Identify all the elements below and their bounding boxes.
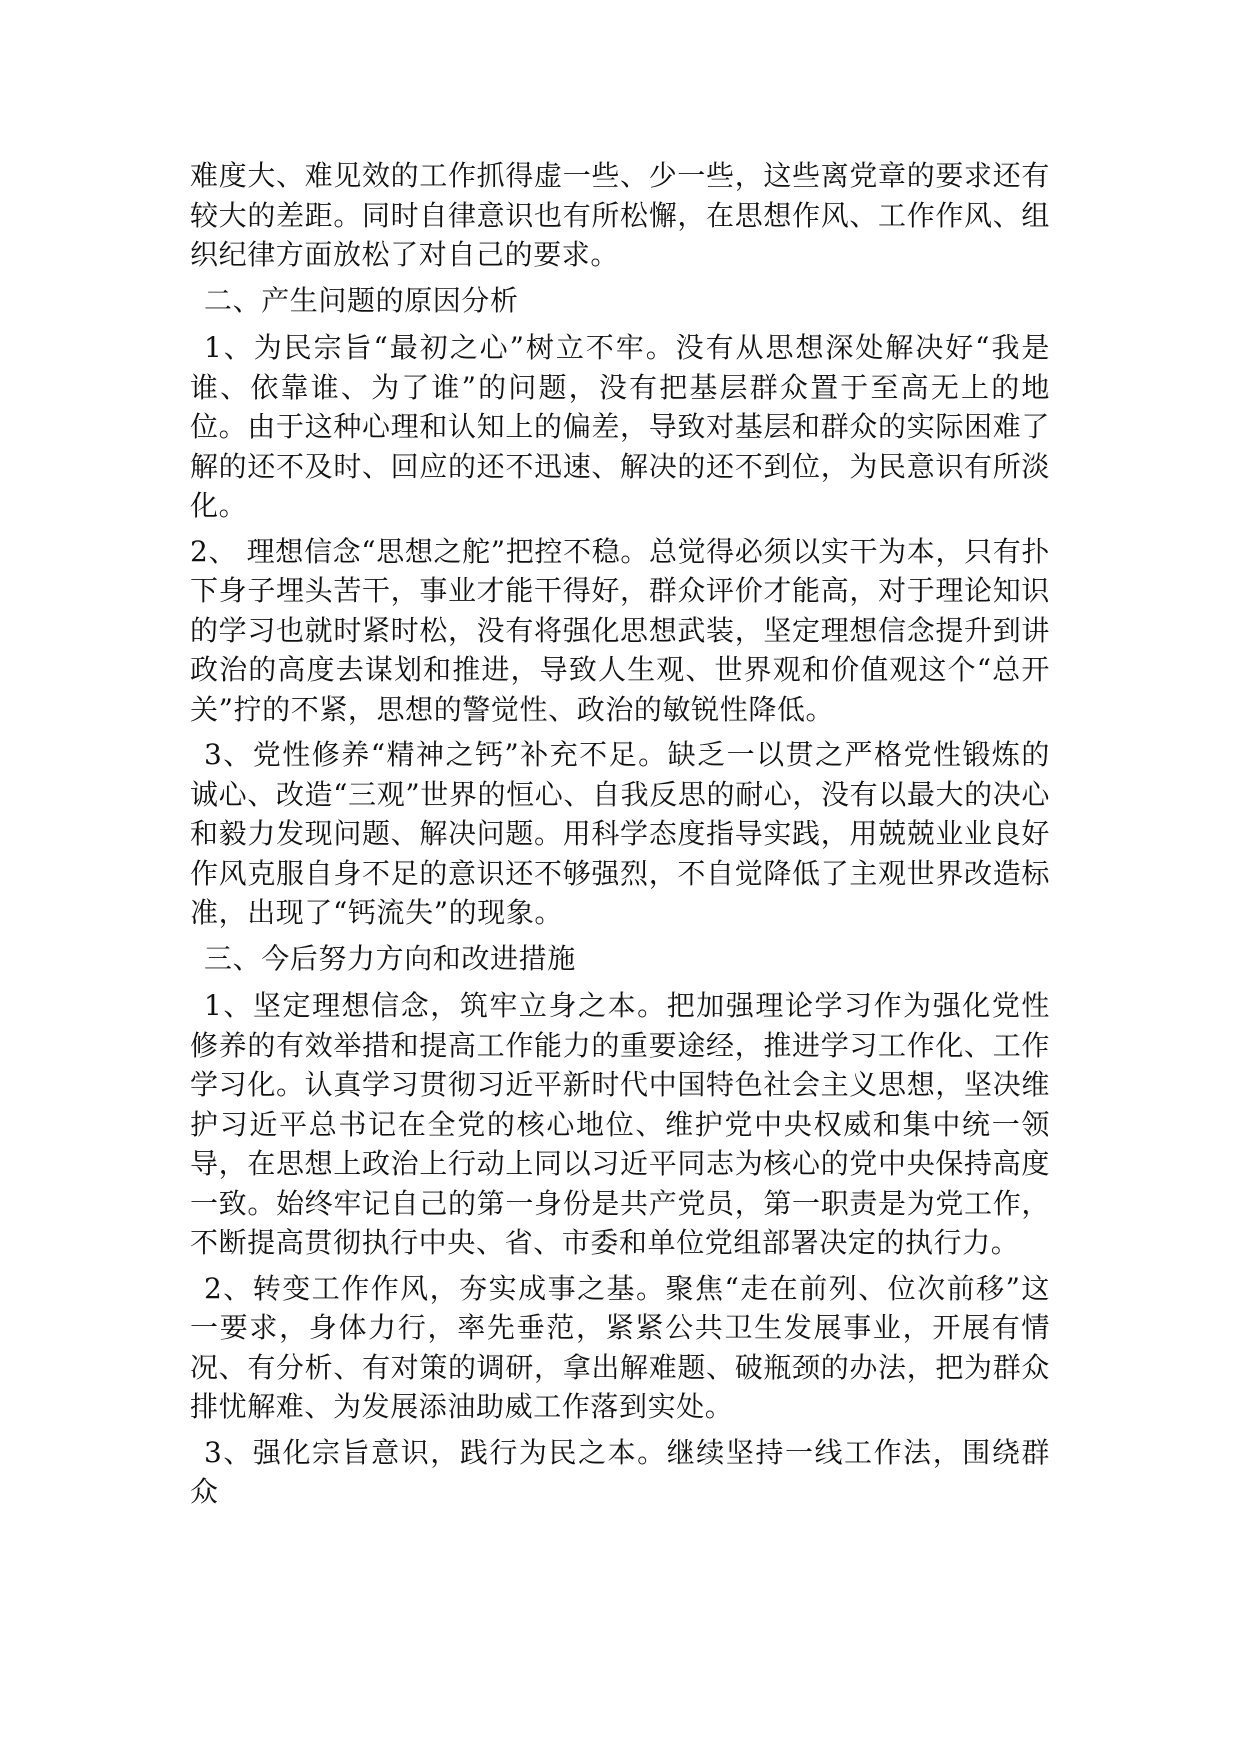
- paragraph-cause-2: 2、 理想信念“思想之舵”把控不稳。总觉得必须以实干为本，只有扑下身子埋头苦干，事业才能干得好，群众评价才能高，对于理论知识的学习也就时紧时松，没有将强化思想武装，坚定理想信念提升到讲政治的高度去谋划和推进，导致人生观、世界观和价值观这个“总开关”拧的不紧，思想的警觉性、政治的敏锐性降低。: [190, 534, 1050, 726]
- paragraph-measure-1: 1、坚定理想信念，筑牢立身之本。把加强理论学习作为强化党性修养的有效举措和提高工作能力的重要途经，推进学习工作化、工作学习化。认真学习贯彻习近平新时代中国特色社会主义思想，坚决维护习近平总书记在全党的核心地位、维护党中央权威和集中统一领导，在思想上政治上行动上同以习近平同志为核心的党中央保持高度一致。始终牢记自己的第一身份是共产党员，第一职责是为党工作，不断提高贯彻执行中央、省、市委和单位党组部署决定的执行力。: [190, 989, 1050, 1259]
- paragraph-measure-2: 2、转变工作作风，夯实成事之基。聚焦“走在前列、位次前移”这一要求，身体力行，率先垂范，紧紧公共卫生发展事业，开展有情况、有分析、有对策的调研，拿出解难题、破瓶颈的办法，把为群众排忧解难、为发展添油助威工作落到实处。: [190, 1271, 1050, 1423]
- paragraph-cause-3: 3、党性修养“精神之钙”补充不足。缺乏一以贯之严格党性锻炼的诚心、改造“三观”世界的恒心、自我反思的耐心，没有以最大的决心和毅力发现问题、解决问题。用科学态度指导实践，用兢兢业业良好作风克服自身不足的意识还不够强烈，不自觉降低了主观世界改造标准，出现了“钙流失”的现象。: [190, 738, 1050, 929]
- paragraph-cause-1: 1、为民宗旨“最初之心”树立不牢。没有从思想深处解决好“我是谁、依靠谁、为了谁”的问题，没有把基层群众置于至高无上的地位。由于这种心理和认知上的偏差，导致对基层和群众的实际困难了解的还不及时、回应的还不迅速、解决的还不到位，为民意识有所淡化。: [190, 331, 1050, 522]
- paragraph-measure-3: 3、强化宗旨意识，践行为民之本。继续坚持一线工作法，围绕群众: [190, 1435, 1050, 1508]
- paragraph-continued: 难度大、难见效的工作抓得虚一些、少一些，这些离党章的要求还有较大的差距。同时自律意识也有所松懈，在思想作风、工作作风、组织纪律方面放松了对自己的要求。: [190, 159, 1050, 271]
- document-body: [190, 156, 1050, 1518]
- section-heading-causes: 二、产生问题的原因分析: [204, 283, 519, 317]
- section-heading-measures: 三、今后努力方向和改进措施: [204, 941, 576, 975]
